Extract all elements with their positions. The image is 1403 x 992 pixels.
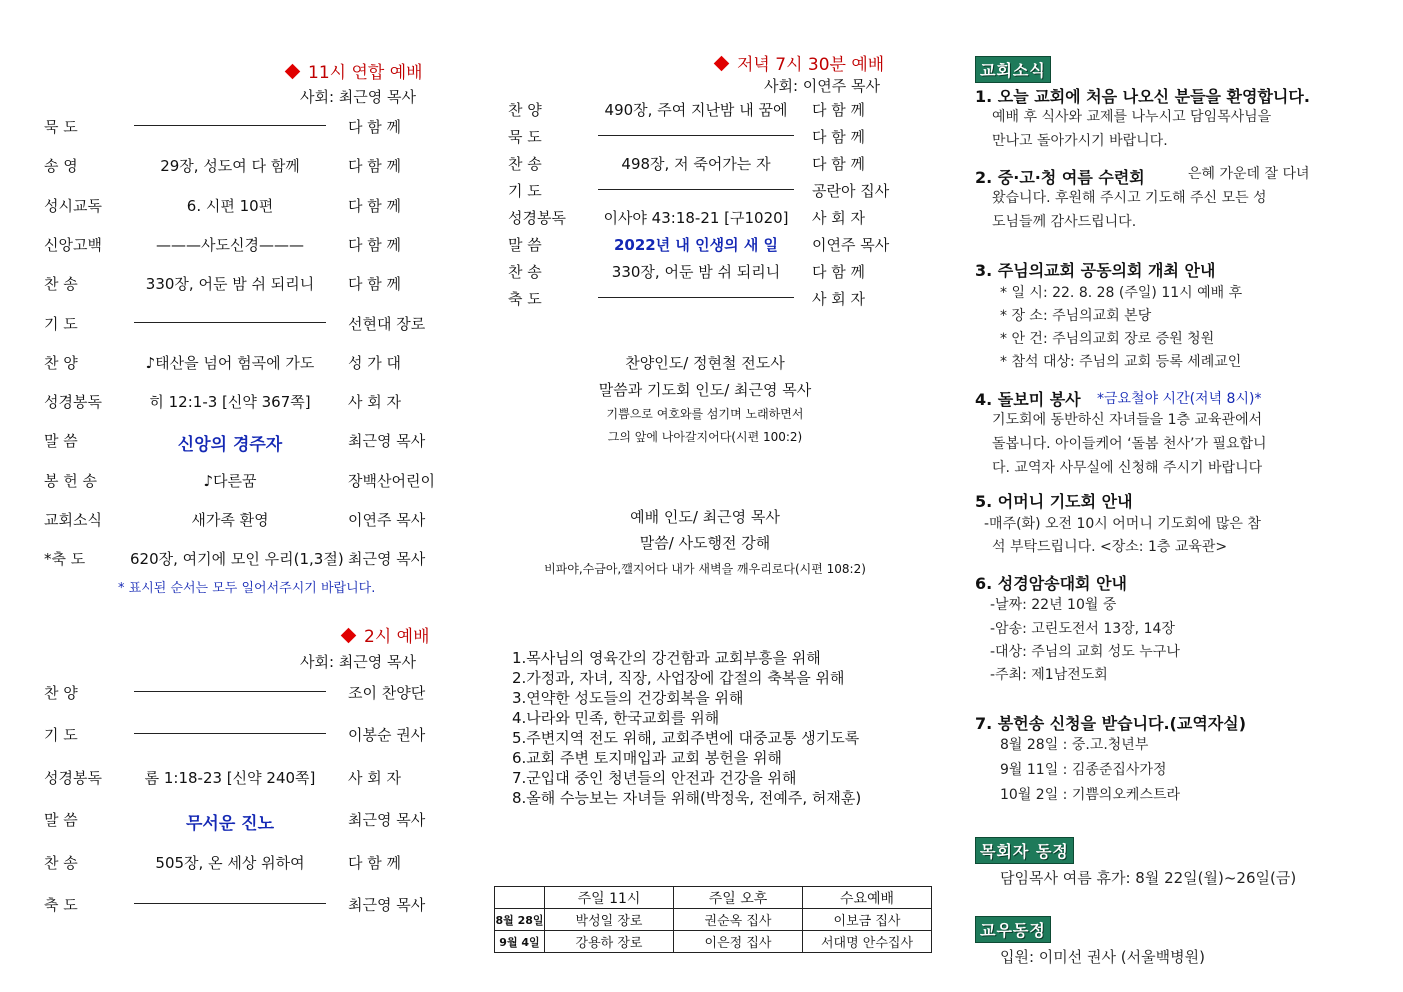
- service-person: 다 함 께: [348, 235, 402, 254]
- table-row: [495, 887, 932, 909]
- dash-line: [134, 903, 326, 904]
- service-person: 최근영 목사: [348, 811, 426, 830]
- prayer-item: 2.가정과, 자녀, 직장, 사업장에 갑절의 축복을 위해: [512, 669, 845, 687]
- service-row: [44, 682, 444, 704]
- sermon-title: 2022년 내 인생의 새 일: [613, 236, 779, 254]
- table-header: 주일 오후: [674, 887, 803, 909]
- verse-line-1a: 기쁨으로 여호와를 섬기며 노래하면서: [606, 407, 804, 421]
- service-row: [44, 234, 444, 256]
- news-item-7-line: 8월 28일 : 중.고.청년부: [1000, 737, 1149, 753]
- service-row: [508, 234, 908, 256]
- service-row: [508, 180, 908, 202]
- prayer-topics: [512, 648, 861, 808]
- prayer-item: 6.교회 주변 토지매입과 교회 봉헌을 위해: [512, 749, 782, 767]
- news-item-1-line: 예배 후 식사와 교제를 나누시고 담임목사님을: [992, 109, 1272, 125]
- table-cell: 서대명 안수집사: [803, 931, 932, 953]
- prayer-item: 4.나라와 민족, 한국교회를 위해: [512, 709, 720, 727]
- service-row: [508, 99, 908, 121]
- news-item-4-line: 다. 교역자 사무실에 신청해 주시기 바랍니다: [992, 460, 1263, 476]
- news-item-4-line: 기도회에 동반하신 자녀들을 1층 교육관에서: [992, 412, 1263, 428]
- service-detail: ♪다른꿈: [203, 471, 257, 490]
- service-label: 찬 양: [44, 353, 78, 372]
- service-detail: [130, 682, 330, 700]
- diamond-icon: [714, 56, 730, 72]
- table-header: 주일 11시: [545, 887, 674, 909]
- service-row: [44, 509, 444, 531]
- service-label: 기 도: [44, 314, 78, 333]
- service-person: 사 회 자: [348, 768, 402, 787]
- news-item-6-line: -암송: 고린도전서 13장, 14장: [990, 621, 1175, 637]
- prayer-item: 3.연약한 성도들의 건강회복을 위해: [512, 689, 744, 707]
- news-tag: 교회소식: [975, 56, 1051, 83]
- service-detail: 6. 시편 10편: [186, 196, 274, 215]
- service-label: 찬 양: [44, 684, 78, 702]
- service-person: 선현대 장로: [348, 314, 426, 333]
- news-item-4-title: 4. 돌보미 봉사: [975, 390, 1081, 409]
- news-item-2-line: 도님들께 감사드립니다.: [992, 214, 1137, 230]
- service-detail: 히 12:1-3 [신약 367쪽]: [149, 393, 311, 412]
- prayer-item: 5.주변지역 전도 위해, 교회주변에 대중교통 생기도록: [512, 729, 860, 747]
- service-detail: ♪태산을 넘어 험곡에 가도: [145, 353, 315, 372]
- service-label: 봉 헌 송: [44, 471, 98, 490]
- duty-table: [494, 886, 932, 953]
- service-label: 찬 양: [508, 101, 542, 119]
- news-item-1-line: 만나고 돌아가시기 바랍니다.: [992, 133, 1168, 149]
- dash-line: [134, 733, 326, 734]
- service-row: [44, 852, 444, 874]
- news-item-7-line: 10월 2일 : 기쁨의오케스트라: [1000, 787, 1181, 803]
- prayer-meeting-line: 말씀과 기도회 인도/ 최근영 목사: [598, 381, 812, 399]
- service-row: [44, 352, 444, 374]
- service-label: 송 영: [44, 157, 78, 176]
- diamond-icon: [285, 64, 301, 80]
- service-detail: 새가족 환영: [191, 511, 269, 529]
- news-item-2-line: 왔습니다. 후원해 주시고 기도해 주신 모든 성: [992, 190, 1267, 206]
- dawn-leader-line: 예배 인도/ 최근영 목사: [630, 508, 780, 526]
- service-row: [44, 430, 444, 456]
- prayer-item: 1.목사님의 영육간의 강건함과 교회부흥을 위해: [512, 649, 821, 667]
- news-item-7-title: 7. 봉헌송 신청을 받습니다.(교역자실): [975, 714, 1247, 733]
- table-cell: 9월 4일: [495, 931, 545, 953]
- section-title-2pm: 2시 예배: [343, 622, 430, 647]
- member-news-tag: 교우동정: [975, 916, 1051, 943]
- service-detail: 이사야 43:18-21 [구1020]: [603, 209, 789, 227]
- sermon-title: 신앙의 경주자: [177, 435, 283, 456]
- worship-leader-line: 찬양인도/ 정현철 전도사: [625, 354, 785, 372]
- service-person: 사 회 자: [812, 290, 866, 308]
- table-row: [495, 909, 932, 931]
- table-cell: 박성일 장로: [545, 909, 674, 931]
- service-person: 최근영 목사: [348, 432, 426, 451]
- news-item-6-line: -주최: 제1남전도회: [990, 667, 1108, 683]
- service-row: [44, 809, 444, 835]
- news-item-4-subtitle: *금요철야 시간(저녁 8시)*: [1097, 391, 1262, 407]
- news-item-4-line: 돌봅니다. 아이들케어 ‘돌봄 천사’가 필요합니: [992, 436, 1267, 452]
- service-detail: 29장, 성도여 다 함께: [160, 157, 300, 176]
- service-label: 찬 송: [44, 853, 78, 872]
- service-row: [508, 261, 908, 283]
- news-item-7-line: 9월 11일 : 김종준집사가정: [1000, 762, 1167, 778]
- news-item-6-line: -대상: 주님의 교회 성도 누구나: [990, 644, 1180, 660]
- service-detail: 620장, 여기에 모인 우리(1,3절): [130, 550, 344, 569]
- table-row: [495, 931, 932, 953]
- service-person: 다 함 께: [812, 155, 866, 173]
- pastor-news-tag: 목회자 동정: [975, 837, 1074, 864]
- service-person: 다 함 께: [348, 275, 402, 294]
- news-item-2-title: 2. 중·고·청 여름 수련회: [975, 168, 1145, 187]
- service-detail: [594, 126, 798, 144]
- table-cell: 이보금 집사: [803, 909, 932, 931]
- service-person: 이봉순 권사: [348, 726, 426, 745]
- news-item-5-title: 5. 어머니 기도회 안내: [975, 492, 1133, 511]
- service-row: [44, 894, 444, 916]
- table-cell: 강용하 장로: [545, 931, 674, 953]
- dash-line: [134, 691, 326, 692]
- service-label: 기 도: [44, 726, 78, 745]
- news-item-3-title: 3. 주님의교회 공동의회 개최 안내: [975, 261, 1216, 280]
- news-item-1-title: 1. 오늘 교회에 처음 나오신 분들을 환영합니다.: [975, 87, 1310, 106]
- pastor-news-text: 담임목사 여름 휴가: 8월 22일(월)~26일(금): [1000, 869, 1297, 887]
- service-person: 사 회 자: [348, 393, 402, 412]
- service-person: 다 함 께: [812, 101, 866, 119]
- leader-11am: 사회: 최근영 목사: [300, 88, 417, 106]
- news-item-3-line: * 안 건: 주님의교회 장로 증원 청원: [1000, 331, 1215, 347]
- service-row: [508, 207, 908, 229]
- dash-line: [598, 189, 794, 190]
- news-item-3-line: * 참석 대상: 주님의 교회 등록 세례교인: [1000, 354, 1242, 370]
- section-title-evening: 저녁 7시 30분 예배: [716, 50, 884, 75]
- dash-line: [134, 322, 326, 323]
- service-person: 이연주 목사: [812, 236, 890, 254]
- service-row: [44, 155, 444, 177]
- service-person: 최근영 목사: [348, 550, 426, 569]
- service-person: 다 함 께: [348, 853, 402, 872]
- table-header: 수요예배: [803, 887, 932, 909]
- service-row: [44, 767, 444, 789]
- service-row: [44, 116, 444, 138]
- news-item-6-line: -날짜: 22년 10월 중: [990, 597, 1117, 613]
- service-row: [44, 548, 444, 570]
- service-label: 말 씀: [44, 432, 78, 451]
- news-item-3-line: * 장 소: 주님의교회 본당: [1000, 308, 1152, 324]
- service-label: 신앙고백: [44, 235, 102, 254]
- service-label: 찬 송: [508, 155, 542, 173]
- service-person: 성 가 대: [348, 353, 402, 372]
- service-detail: 롬 1:18-23 [신약 240쪽]: [144, 768, 316, 787]
- news-item-2-line: 은혜 가운데 잘 다녀: [1188, 166, 1310, 182]
- news-item-5-line: 석 부탁드립니다. <장소: 1층 교육관>: [992, 539, 1228, 555]
- service-row: [508, 288, 908, 310]
- service-detail: 505장, 온 세상 위하여: [155, 853, 305, 872]
- service-label: 찬 송: [44, 275, 78, 294]
- sermon-title: 무서운 진노: [185, 814, 275, 835]
- service-label: 성시교독: [44, 196, 102, 215]
- section-title-11am: 11시 연합 예배: [287, 58, 423, 83]
- news-item-3-line: * 일 시: 22. 8. 28 (주일) 11시 예배 후: [1000, 285, 1243, 301]
- service-row: [44, 195, 444, 217]
- service-detail: [594, 180, 798, 198]
- member-news-text: 입원: 이미선 권사 (서울백병원): [1000, 948, 1205, 966]
- service-person: 장백산어린이: [348, 471, 435, 490]
- service-person: 사 회 자: [812, 209, 866, 227]
- service-detail: [130, 724, 330, 742]
- service-detail: [130, 116, 330, 134]
- service-row: [44, 313, 444, 335]
- service-label: 축 도: [44, 896, 78, 914]
- service-detail: [594, 288, 798, 306]
- dash-line: [134, 125, 326, 126]
- service-detail: 330장, 어둔 밤 쉬 되리니: [611, 263, 781, 281]
- dash-line: [598, 135, 794, 136]
- service-label: 말 씀: [508, 236, 542, 254]
- table-cell: 이은정 집사: [674, 931, 803, 953]
- service-label: 성경봉독: [508, 209, 566, 227]
- service-label: 묵 도: [44, 118, 78, 136]
- service-person: 공란아 집사: [812, 182, 890, 200]
- service-person: 다 함 께: [812, 263, 866, 281]
- dash-line: [598, 297, 794, 298]
- prayer-item: 8.올해 수능보는 자녀들 위해(박정욱, 전예주, 허재훈): [512, 789, 862, 807]
- standing-note: * 표시된 순서는 모두 일어서주시기 바랍니다.: [118, 581, 376, 596]
- verse-line-1b: 그의 앞에 나아갈지어다(시편 100:2): [607, 430, 803, 444]
- service-person: 조이 찬양단: [348, 684, 426, 702]
- service-row: [508, 153, 908, 175]
- service-detail: ———사도신경———: [156, 235, 304, 254]
- service-detail: 330장, 어둔 밤 쉬 되리니: [145, 275, 315, 294]
- verse-line-2: 비파야,수금아,깰지어다 내가 새벽을 깨우리로다(시편 108:2): [544, 562, 866, 576]
- news-item-6-title: 6. 성경암송대회 안내: [975, 574, 1127, 593]
- service-label: 축 도: [508, 290, 542, 308]
- service-person: 다 함 께: [812, 128, 866, 146]
- service-row: [44, 724, 444, 746]
- service-person: 최근영 목사: [348, 896, 426, 914]
- service-label: *축 도: [44, 550, 86, 569]
- service-detail: 498장, 저 죽어가는 자: [621, 155, 771, 173]
- service-label: 묵 도: [508, 128, 542, 146]
- news-item-5-line: -매주(화) 오전 10시 어머니 기도회에 많은 참: [984, 516, 1261, 532]
- diamond-icon: [341, 628, 357, 644]
- service-detail: 490장, 주여 지난밤 내 꿈에: [604, 101, 788, 119]
- service-person: 다 함 께: [348, 196, 402, 215]
- service-row: [508, 126, 908, 148]
- service-row: [44, 391, 444, 413]
- service-detail: [130, 894, 330, 912]
- table-cell: 8월 28일: [495, 909, 545, 931]
- table-cell: 권순옥 집사: [674, 909, 803, 931]
- service-person: 다 함 께: [348, 157, 402, 176]
- service-row: [44, 470, 444, 492]
- service-label: 말 씀: [44, 811, 78, 830]
- service-detail: [130, 313, 330, 331]
- leader-evening: 사회: 이연주 목사: [764, 77, 881, 95]
- service-label: 성경봉독: [44, 393, 102, 412]
- service-label: 기 도: [508, 182, 542, 200]
- service-person: 이연주 목사: [348, 511, 426, 529]
- leader-2pm: 사회: 최근영 목사: [300, 653, 417, 671]
- dawn-sermon-line: 말씀/ 사도행전 강해: [639, 534, 771, 552]
- service-label: 성경봉독: [44, 768, 102, 787]
- service-row: [44, 273, 444, 295]
- service-label: 교회소식: [44, 511, 102, 529]
- service-person: 다 함 께: [348, 118, 402, 136]
- prayer-item: 7.군입대 중인 청년들의 안전과 건강을 위해: [512, 769, 797, 787]
- table-cell: [495, 887, 545, 909]
- service-label: 찬 송: [508, 263, 542, 281]
